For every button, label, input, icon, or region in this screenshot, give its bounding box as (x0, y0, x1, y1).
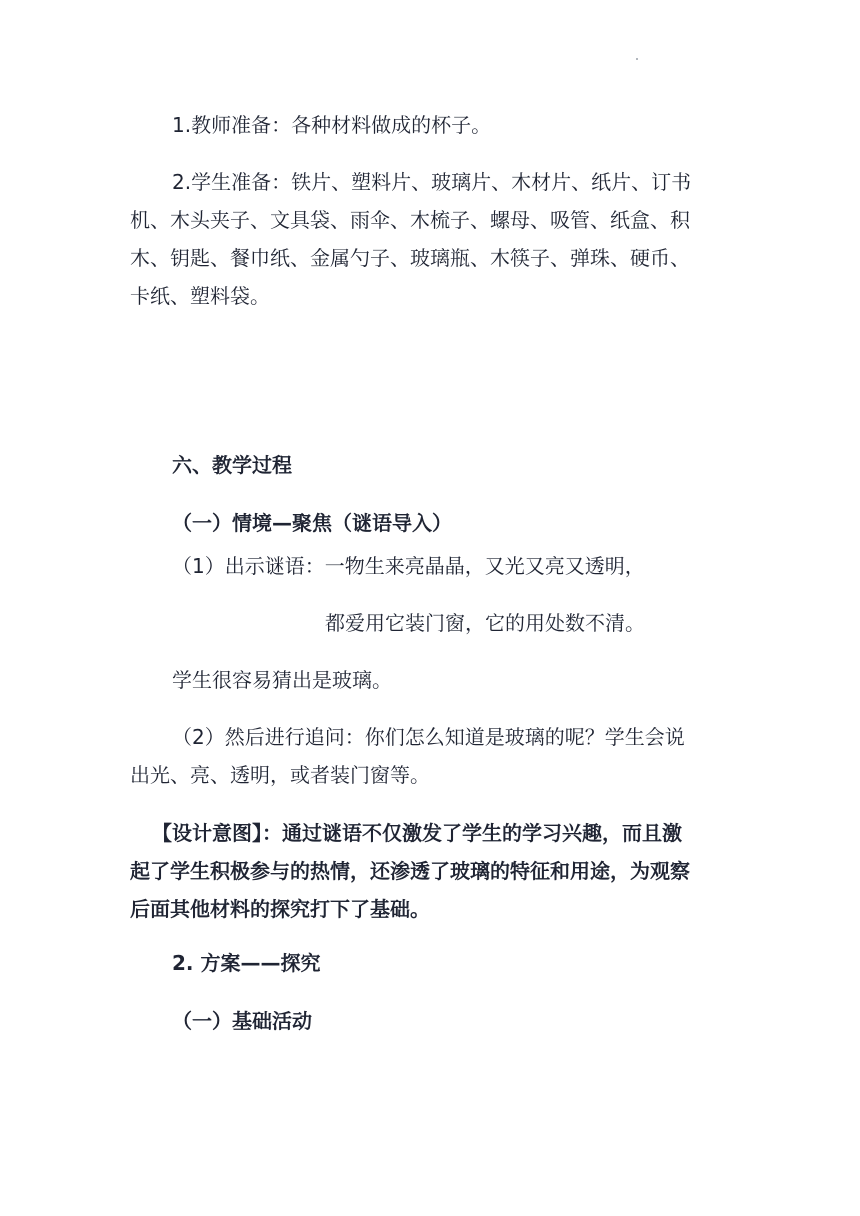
student-preparation (130, 163, 691, 315)
design-intent-line: 【设计意图】：通过谜语不仅激发了学生的学习兴趣，而且激 (152, 821, 682, 845)
basic-activity-heading: （一）基础活动 (172, 1009, 312, 1033)
followup-line: 出光、亮、透明，或者装门窗等。 (130, 763, 430, 787)
riddle-answer: 学生很容易猜出是玻璃。 (172, 668, 392, 692)
subsection-one-heading: （一）情境—聚焦（谜语导入） (172, 511, 452, 535)
followup-line: （2）然后进行追问：你们怎么知道是玻璃的呢？学生会说 (172, 725, 685, 749)
design-intent (130, 814, 690, 928)
student-preparation-line: 木、钥匙、餐巾纸、金属勺子、玻璃瓶、木筷子、弹珠、硬币、 (130, 246, 690, 270)
section-six-heading: 六、教学过程 (172, 453, 292, 477)
section-two-heading: 2. 方案——探究 (172, 951, 321, 975)
teacher-preparation: 1.教师准备：各种材料做成的杯子。 (172, 113, 492, 137)
student-preparation-line: 机、木头夹子、文具袋、雨伞、木梳子、螺母、吸管、纸盒、积 (130, 208, 690, 232)
student-preparation-line: 卡纸、塑料袋。 (130, 284, 270, 308)
page-dot-mark (636, 58, 638, 60)
riddle-line-2: 都爱用它装门窗，它的用处数不清。 (325, 611, 645, 635)
student-preparation-line: 2.学生准备：铁片、塑料片、玻璃片、木材片、纸片、订书 (172, 170, 692, 194)
design-intent-line: 后面其他材料的探究打下了基础。 (130, 897, 430, 921)
riddle-line-1: （1）出示谜语：一物生来亮晶晶，又光又亮又透明， (172, 554, 645, 578)
followup-question (130, 718, 685, 794)
design-intent-line: 起了学生积极参与的热情，还渗透了玻璃的特征和用途，为观察 (130, 859, 690, 883)
